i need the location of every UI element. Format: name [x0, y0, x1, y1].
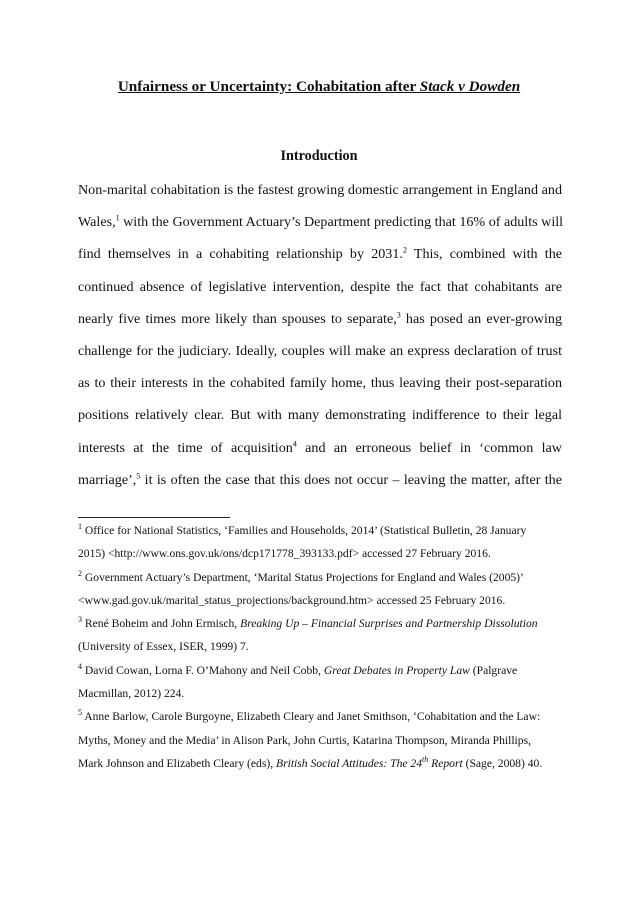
body-line — [78, 341, 562, 373]
body-line — [78, 180, 562, 212]
body-text-segment: interests at the time of acquisition — [78, 439, 293, 456]
body-line — [78, 244, 562, 276]
body-text-segment: positions relatively clear. But with many demonstrating indifference to their legal — [78, 407, 562, 424]
body-text — [78, 180, 562, 502]
footnote-3-cont: (University of Essex, ISER, 1999) 7. — [78, 640, 249, 654]
body-text-segment: find themselves in a cohabiting relationship by 2031. — [78, 246, 403, 263]
footnote-marker: 4 — [292, 438, 297, 448]
footnote-marker: 3 — [396, 310, 401, 320]
body-text-segment: challenge for the judiciary. Ideally, couples will make an express declaration of trust — [78, 342, 562, 359]
title-main: Unfairness or Uncertainty: Cohabitation after — [117, 78, 420, 95]
body-line — [78, 373, 562, 405]
body-text-segment: has posed an ever-growing — [400, 310, 562, 327]
body-text-segment: as to their interests in the cohabited family home, thus leaving their post-separation — [78, 375, 562, 392]
body-text-segment: it is often the case that this does not occur – leaving the matter, after the — [140, 471, 562, 488]
footnote-1: $^1$ Office for National Statistics, ‘Families and Households, 2014’ (Statistical Bulletin, 28 January — [78, 522, 527, 537]
body-line — [78, 470, 562, 502]
footnote-marker: 5 — [136, 471, 141, 480]
body-text-segment: Wales, — [78, 214, 116, 231]
title-case-name: Stack v Dowden — [419, 78, 521, 95]
body-text-segment: nearly five times more likely than spouses to separate, — [78, 310, 397, 327]
footnote-4-cont: Macmillan, 2012) 224. — [78, 687, 185, 701]
body-text-segment: Non-marital cohabitation is the fastest growing domestic arrangement in England and — [78, 182, 562, 198]
footnotes — [78, 523, 562, 779]
footnote-5-cont: Myths, Money and the Media’ in Alison Park, John Curtis, Katarina Thompson, Miranda Phillips, — [78, 733, 531, 747]
footnote-2-cont: <www.gad.gov.uk/marital_status_projections/background.htm> accessed 25 February 2016. — [78, 593, 506, 607]
footnote-5: $^5$ Anne Barlow, Carole Burgoyne, Elizabeth Cleary and Janet Smithson, ‘Cohabitation and the Law: — [78, 708, 541, 724]
footnote-separator — [78, 517, 230, 518]
section-heading: Introduction — [280, 148, 358, 164]
footnote-3: $^3$ René Boheim and John Ermisch, Breaking Up – Financial Surprises and Partnership Dissolution — [78, 615, 538, 631]
body-text-segment: continued absence of legislative intervention, despite the fact that cohabitants are — [78, 278, 562, 295]
body-text-segment: and an erroneous belief in ‘common law — [296, 439, 562, 456]
body-line — [78, 405, 562, 437]
body-text-segment: marriage’, — [78, 471, 137, 488]
body-text-segment: with the Government Actuary’s Department predicting that 16% of adults will — [119, 214, 564, 231]
footnote-marker: 1 — [115, 213, 120, 223]
document-title — [0, 78, 638, 96]
footnote-marker: 2 — [402, 245, 407, 255]
body-text-segment: This, combined with the — [406, 246, 562, 263]
body-line — [78, 438, 562, 470]
footnote-2: $^2$ Government Actuary’s Department, ‘Marital Status Projections for England and Wales (2005)’ — [78, 568, 524, 584]
footnote-4: $^4$ David Cowan, Lorna F. O’Mahony and Neil Cobb, Great Debates in Property Law (Palgrave — [78, 661, 518, 677]
footnote-1-cont: 2015) <http://www.ons.gov.uk/ons/dcp171778_393133.pdf> accessed 27 February 2016. — [78, 547, 491, 561]
body-line — [78, 309, 562, 341]
body-line — [78, 212, 562, 244]
footnote-5-cont2: Mark Johnson and Elizabeth Cleary (eds), British Social Attitudes: The 24th Report (Sage, 2008) 40. — [78, 755, 543, 770]
body-line — [78, 277, 562, 309]
